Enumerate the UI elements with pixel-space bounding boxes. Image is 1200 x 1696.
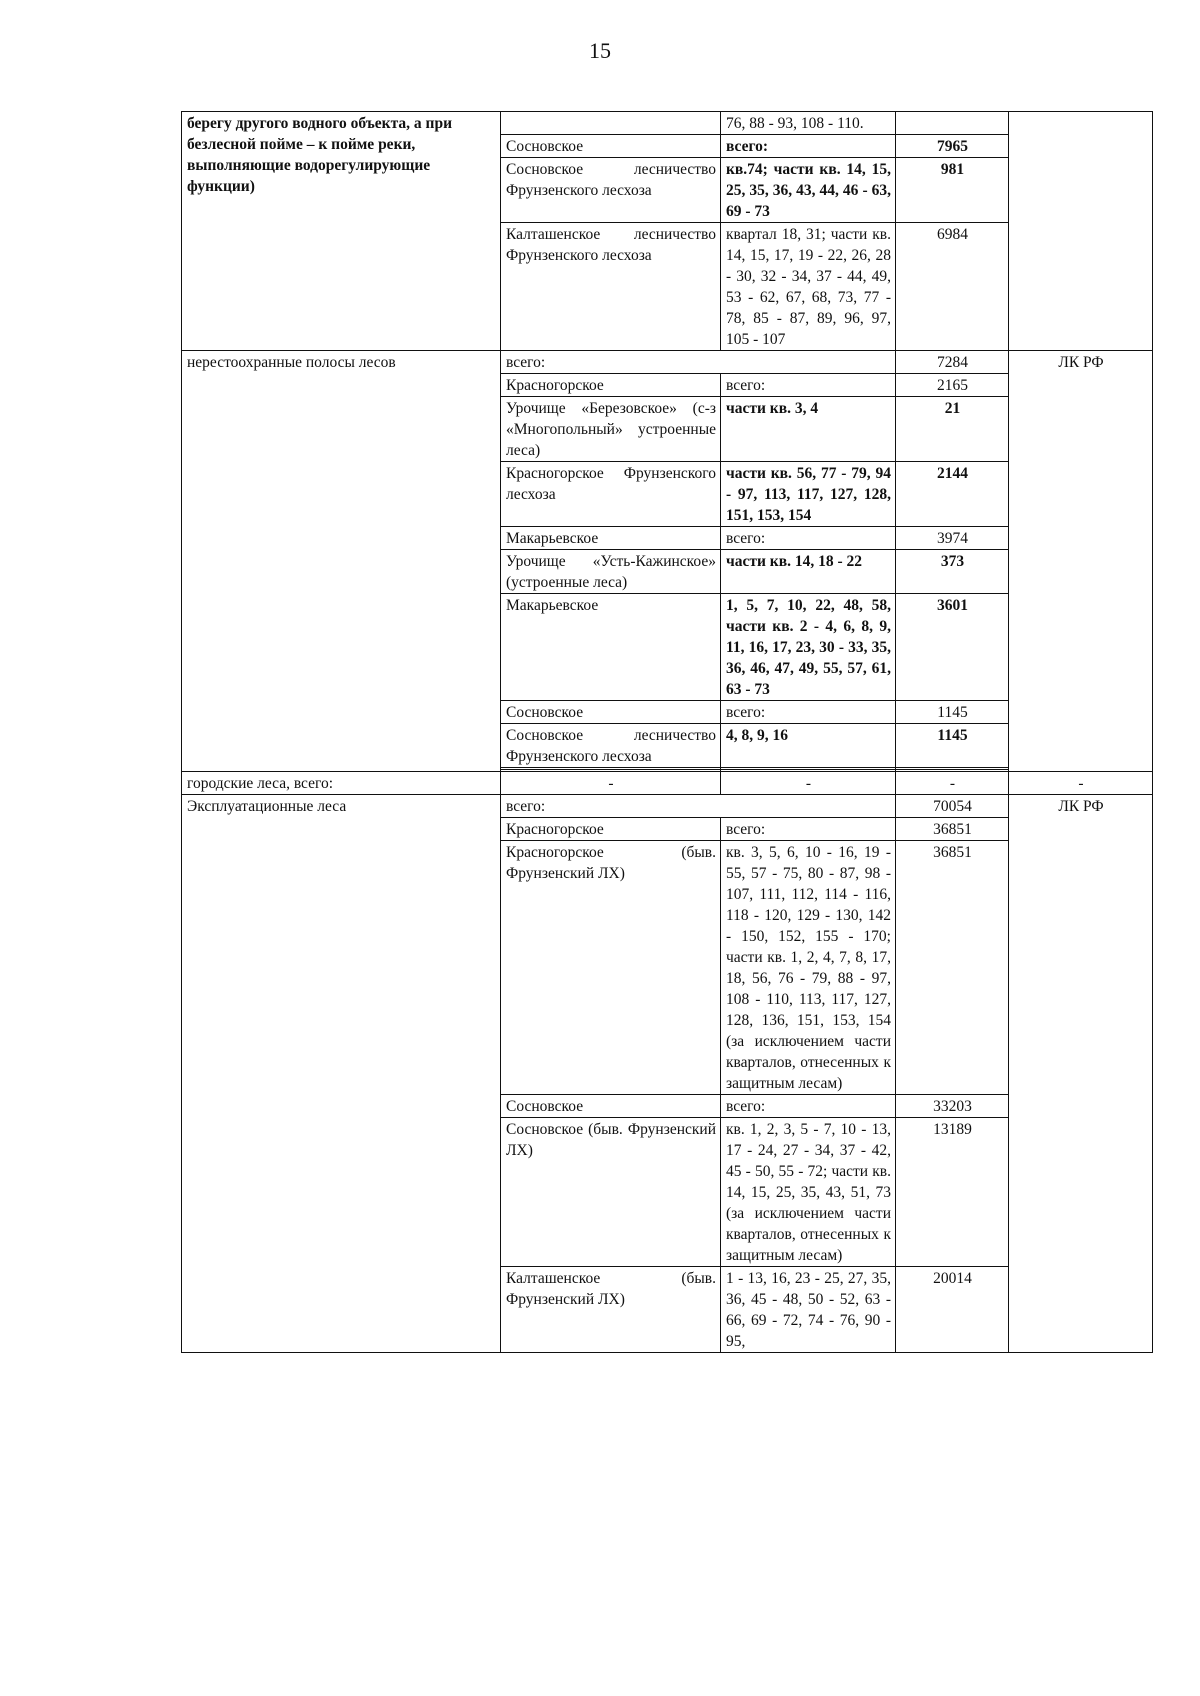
quarters-cell: части кв. 3, 4 <box>721 397 896 462</box>
quarters-cell: - <box>721 772 896 795</box>
forest-category-cell: городские леса, всего: <box>182 772 501 795</box>
quarters-cell: 1 - 13, 16, 23 - 25, 27, 35, 36, 45 - 48, 50 - 52, 63 - 66, 69 - 72, 74 - 76, 90 - 95, <box>721 1267 896 1353</box>
district-cell: Калташенское лесничество Фрунзенского лесхоза <box>501 223 721 351</box>
quarters-cell: всего: <box>721 1095 896 1118</box>
district-cell: Сосновское <box>501 701 721 724</box>
area-cell: 3601 <box>896 594 1009 701</box>
area-cell: 36851 <box>896 841 1009 1095</box>
quarters-cell: 1, 5, 7, 10, 22, 48, 58, части кв. 2 - 4, 6, 8, 9, 11, 16, 17, 23, 30 - 33, 35, 36, 46, 47, 49, 55, 57, 61, 63 - 73 <box>721 594 896 701</box>
district-cell: Красногорское <box>501 818 721 841</box>
area-cell: - <box>896 772 1009 795</box>
district-cell: Красногорское <box>501 374 721 397</box>
quarters-cell: всего: <box>721 135 896 158</box>
district-total-cell: всего: <box>501 795 896 818</box>
quarters-cell: всего: <box>721 527 896 550</box>
district-cell <box>501 112 721 135</box>
quarters-cell: 4, 8, 9, 16 <box>721 724 896 768</box>
legal-basis-cell: ЛК РФ <box>1009 795 1153 1353</box>
table-row <box>182 351 1153 374</box>
district-cell: Сосновское <box>501 135 721 158</box>
area-cell: 3974 <box>896 527 1009 550</box>
district-cell: Калташенское (быв. Фрунзенский ЛХ) <box>501 1267 721 1353</box>
quarters-cell: части кв. 14, 18 - 22 <box>721 550 896 594</box>
forest-category-cell: берегу другого водного объекта, а при безлесной пойме – к пойме реки, выполняющие водорегулирующие функции) <box>182 112 501 351</box>
area-cell: 373 <box>896 550 1009 594</box>
district-cell: Урочище «Усть-Кажинское» (устроенные леса) <box>501 550 721 594</box>
area-cell <box>896 112 1009 135</box>
district-cell: Макарьевское <box>501 594 721 701</box>
quarters-cell: части кв. 56, 77 - 79, 94 - 97, 113, 117, 127, 128, 151, 153, 154 <box>721 462 896 527</box>
forest-category-cell: Эксплуатационные леса <box>182 795 501 1353</box>
quarters-cell: всего: <box>721 374 896 397</box>
forest-category-cell: нерестоохранные полосы лесов <box>182 351 501 772</box>
area-cell: 21 <box>896 397 1009 462</box>
quarters-cell: кв.74; части кв. 14, 15, 25, 35, 36, 43, 44, 46 - 63, 69 - 73 <box>721 158 896 223</box>
quarters-cell: 76, 88 - 93, 108 - 110. <box>721 112 896 135</box>
legal-basis-cell: - <box>1009 772 1153 795</box>
area-cell: 13189 <box>896 1118 1009 1267</box>
district-cell: - <box>501 772 721 795</box>
district-cell: Красногорское Фрунзенского лесхоза <box>501 462 721 527</box>
district-cell: Макарьевское <box>501 527 721 550</box>
area-cell: 2144 <box>896 462 1009 527</box>
quarters-cell: всего: <box>721 818 896 841</box>
quarters-cell: кв. 3, 5, 6, 10 - 16, 19 - 55, 57 - 75, 80 - 87, 98 - 107, 111, 112, 114 - 116, 118 - 120, 129 - 130, 142 - 150, 152, 155 - 170; части кв. 1, 2, 4, 7, 8, 17, 18, 56, 76 - 79, 88 - 97, 108 - 110, 113, 117, 127, 128, 136, 151, 153, 154 (за исключением части кварталов, отнесенных к защитным лесам) <box>721 841 896 1095</box>
table-row <box>182 795 1153 818</box>
quarters-cell: всего: <box>721 701 896 724</box>
area-cell: 981 <box>896 158 1009 223</box>
forest-zoning-table <box>181 111 1153 1353</box>
district-total-cell: всего: <box>501 351 896 374</box>
legal-basis-cell: ЛК РФ <box>1009 351 1153 772</box>
forest-table-body <box>182 112 1153 1353</box>
table-row <box>182 772 1153 795</box>
quarters-cell: кв. 1, 2, 3, 5 - 7, 10 - 13, 17 - 24, 27 - 34, 37 - 42, 45 - 50, 55 - 72; части кв. 14, 15, 25, 35, 43, 51, 73 (за исключением части кварталов, отнесенных к защитным лесам) <box>721 1118 896 1267</box>
area-cell: 1145 <box>896 701 1009 724</box>
district-cell: Сосновское (быв. Фрунзенский ЛХ) <box>501 1118 721 1267</box>
district-cell: Сосновское лесничество Фрунзенского лесхоза <box>501 724 721 768</box>
area-cell: 20014 <box>896 1267 1009 1353</box>
district-cell: Сосновское <box>501 1095 721 1118</box>
legal-basis-cell <box>1009 112 1153 351</box>
area-cell: 7284 <box>896 351 1009 374</box>
quarters-cell: квартал 18, 31; части кв. 14, 15, 17, 19 - 22, 26, 28 - 30, 32 - 34, 37 - 44, 49, 53 - 62, 67, 68, 73, 77 - 78, 85 - 87, 89, 96, 97, 105 - 107 <box>721 223 896 351</box>
area-cell: 33203 <box>896 1095 1009 1118</box>
district-cell: Красногорское (быв. Фрунзенский ЛХ) <box>501 841 721 1095</box>
table-row <box>182 112 1153 135</box>
forest-table-container <box>181 111 1153 1353</box>
area-cell: 36851 <box>896 818 1009 841</box>
area-cell: 2165 <box>896 374 1009 397</box>
area-cell: 1145 <box>896 724 1009 768</box>
page-number: 15 <box>589 38 611 63</box>
area-cell: 7965 <box>896 135 1009 158</box>
district-cell: Урочище «Березовское» (с-з «Многопольный» устроенные леса) <box>501 397 721 462</box>
area-cell: 6984 <box>896 223 1009 351</box>
area-cell: 70054 <box>896 795 1009 818</box>
district-cell: Сосновское лесничество Фрунзенского лесхоза <box>501 158 721 223</box>
